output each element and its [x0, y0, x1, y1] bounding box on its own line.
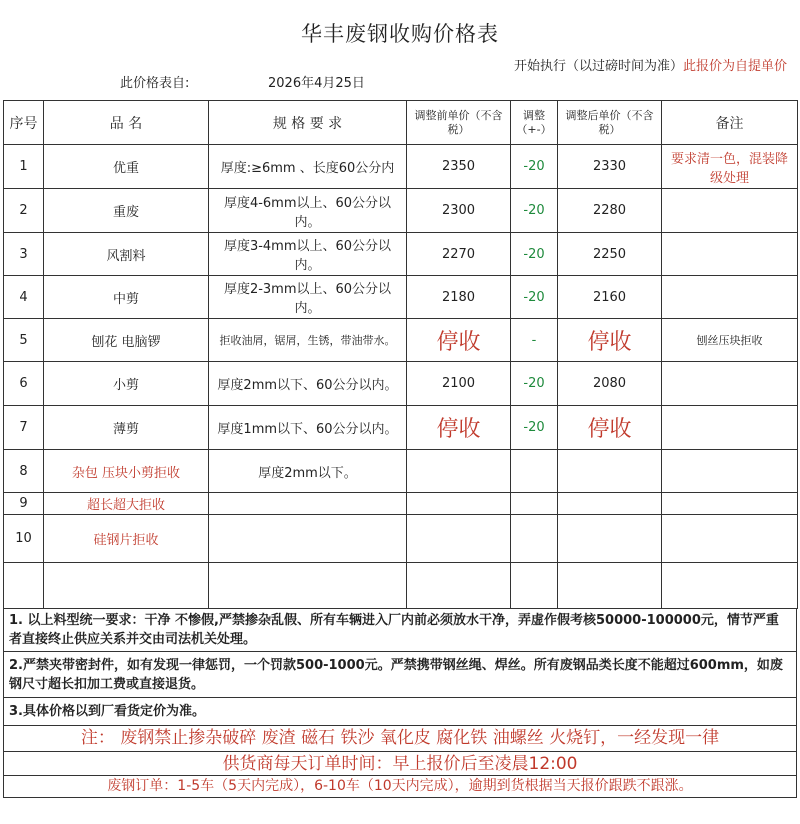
table-row: [4, 145, 798, 189]
row-adjust: [511, 515, 558, 563]
table-header-row: [4, 101, 798, 145]
row-after-price: 2160: [558, 276, 662, 319]
row-before-price: [407, 493, 511, 515]
row-seq: 5: [4, 319, 44, 362]
header-before-price: 调整前单价（不含税）: [407, 101, 511, 145]
header-spec: 规 格 要 求: [209, 101, 407, 145]
row-name: 杂包 压块小剪拒收: [44, 450, 209, 493]
notes-section: [3, 608, 797, 798]
row-after-price: 停收: [558, 319, 662, 362]
row-spec: [209, 493, 407, 515]
row-after-price: 2080: [558, 362, 662, 406]
table-row: [4, 189, 798, 233]
effective-date: 2026年4月25日: [268, 76, 365, 91]
row-before-price: 2100: [407, 362, 511, 406]
row-spec: 厚度2mm以下、60公分以内。: [209, 362, 407, 406]
row-spec: 厚度3-4mm以上、60公分以内。: [209, 233, 407, 276]
header-seq: 序号: [4, 101, 44, 145]
row-name: 中剪: [44, 276, 209, 319]
row-before-price: 2300: [407, 189, 511, 233]
note-3: 3.具体价格以到厂看货定价为准。: [3, 698, 797, 726]
row-seq: 7: [4, 406, 44, 450]
row-after-price: 2250: [558, 233, 662, 276]
row-after-price: [558, 563, 662, 609]
warning-banned-materials: 注： 废钢禁止掺杂破碎 废渣 磁石 铁沙 氧化皮 腐化铁 油螺丝 火烧钉，一经发现一律: [3, 726, 797, 752]
execution-red-text: 此报价为自提单价: [683, 59, 788, 74]
row-remark: [662, 362, 798, 406]
row-before-price: 2350: [407, 145, 511, 189]
table-row: [4, 319, 798, 362]
row-adjust: -: [511, 319, 558, 362]
row-seq: 10: [4, 515, 44, 563]
row-before-price: 2270: [407, 233, 511, 276]
row-spec: 厚度2-3mm以上、60公分以内。: [209, 276, 407, 319]
row-after-price: [558, 515, 662, 563]
row-before-price: 停收: [407, 406, 511, 450]
row-spec: 厚度:≥6mm 、长度60公分内: [209, 145, 407, 189]
table-row: [4, 515, 798, 563]
row-name: 硅钢片拒收: [44, 515, 209, 563]
table-row: [4, 362, 798, 406]
row-adjust: -20: [511, 276, 558, 319]
row-after-price: 停收: [558, 406, 662, 450]
row-seq: 2: [4, 189, 44, 233]
row-spec: [209, 515, 407, 563]
row-seq: 4: [4, 276, 44, 319]
row-after-price: [558, 450, 662, 493]
execution-text: 开始执行（以过磅时间为准）: [514, 59, 684, 74]
row-adjust: -20: [511, 189, 558, 233]
row-seq: 6: [4, 362, 44, 406]
row-remark: [662, 493, 798, 515]
row-spec: 拒收油屑，锯屑，生锈，带油带水。: [209, 319, 407, 362]
header-name: 品 名: [44, 101, 209, 145]
row-spec: 厚度4-6mm以上、60公分以内。: [209, 189, 407, 233]
row-name: 刨花 电脑锣: [44, 319, 209, 362]
row-spec: 厚度1mm以下、60公分以内。: [209, 406, 407, 450]
row-spec: [209, 563, 407, 609]
row-seq: 1: [4, 145, 44, 189]
row-adjust: [511, 563, 558, 609]
row-seq: 8: [4, 450, 44, 493]
row-seq: 3: [4, 233, 44, 276]
row-remark: [662, 233, 798, 276]
page-title: 华丰废钢收购价格表: [301, 22, 499, 46]
warning-order-deadline: 废钢订单：1-5车（5天内完成），6-10车（10天内完成），逾期到货根据当天报价跟跌不跟涨。: [3, 776, 797, 798]
row-after-price: [558, 493, 662, 515]
row-before-price: 2180: [407, 276, 511, 319]
execution-note: [514, 58, 794, 76]
table-row: [4, 563, 798, 609]
table-row: [4, 276, 798, 319]
row-adjust: -20: [511, 406, 558, 450]
row-remark: 刨丝压块拒收: [662, 319, 798, 362]
table-row: [4, 406, 798, 450]
row-remark: [662, 406, 798, 450]
price-table: [3, 100, 798, 609]
row-before-price: [407, 450, 511, 493]
row-adjust: [511, 493, 558, 515]
row-adjust: -20: [511, 362, 558, 406]
row-name: [44, 563, 209, 609]
warning-order-time: 供货商每天订单时间：早上报价后至凌晨12:00: [3, 752, 797, 776]
row-name: 重废: [44, 189, 209, 233]
header-remark: 备注: [662, 101, 798, 145]
row-remark: [662, 563, 798, 609]
table-row: [4, 493, 798, 515]
row-adjust: -20: [511, 233, 558, 276]
row-after-price: 2330: [558, 145, 662, 189]
header-adjust: 调整（+-）: [511, 101, 558, 145]
price-from-label: 此价格表自:: [120, 76, 190, 91]
row-seq: 9: [4, 493, 44, 515]
table-row: [4, 233, 798, 276]
row-after-price: 2280: [558, 189, 662, 233]
row-seq: [4, 563, 44, 609]
row-remark: [662, 189, 798, 233]
row-before-price: 停收: [407, 319, 511, 362]
row-remark: 要求清一色，混装降级处理: [662, 145, 798, 189]
row-before-price: [407, 515, 511, 563]
note-2: 2.严禁夹带密封件，如有发现一律惩罚，一个罚款500-1000元。严禁携带钢丝绳、焊丝。所有废钢品类长度不能超过600mm，如废钢尺寸超长扣加工费或直接退货。: [3, 652, 797, 698]
row-adjust: [511, 450, 558, 493]
table-row: [4, 450, 798, 493]
row-before-price: [407, 563, 511, 609]
row-spec: 厚度2mm以下。: [209, 450, 407, 493]
row-name: 超长超大拒收: [44, 493, 209, 515]
row-name: 风割料: [44, 233, 209, 276]
row-remark: [662, 276, 798, 319]
row-remark: [662, 515, 798, 563]
row-name: 小剪: [44, 362, 209, 406]
row-name: 薄剪: [44, 406, 209, 450]
row-remark: [662, 450, 798, 493]
row-name: 优重: [44, 145, 209, 189]
header-after-price: 调整后单价（不含税）: [558, 101, 662, 145]
row-adjust: -20: [511, 145, 558, 189]
note-1: 1. 以上料型统一要求：干净 不惨假,严禁掺杂乱假、所有车辆进入厂内前必须放水干净，弄虚作假考核50000-100000元，情节严重者直接终止供应关系并交由司法机关处理。: [3, 608, 797, 652]
